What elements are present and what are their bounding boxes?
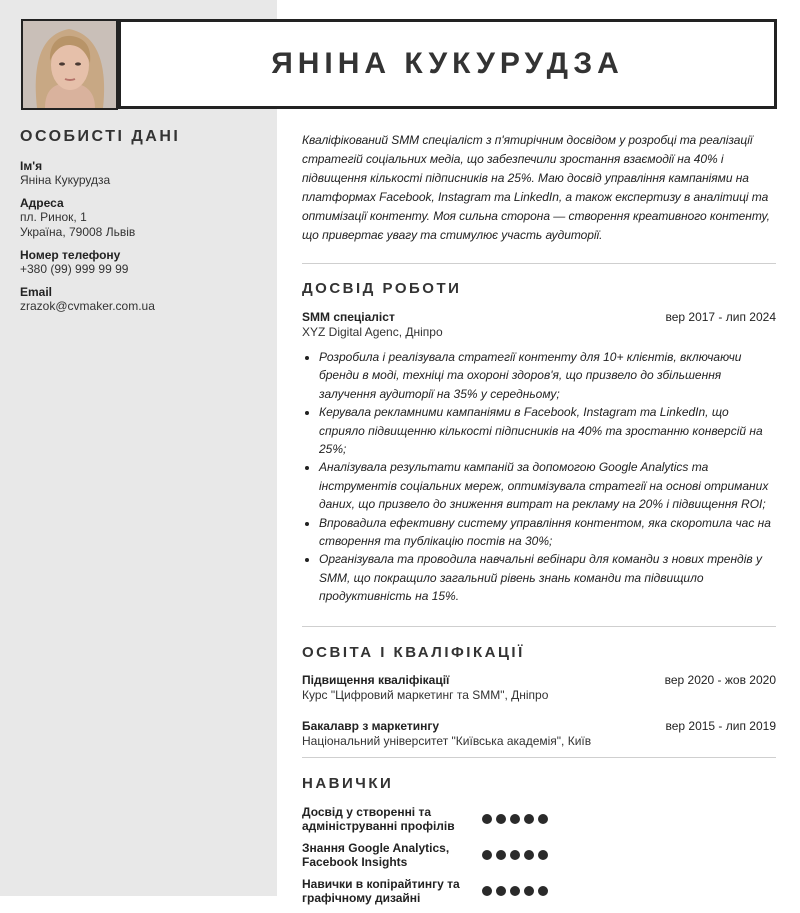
skill-name: Навички в копірайтингу та графічному дизайні [302,876,460,905]
rating-dot [524,814,534,824]
list-item: • Впровадила ефективну систему управління контентом, яка скоротила час на створення та публікацію постів на 30%; [319,514,776,551]
field-value: zrazok@cvmaker.com.ua [20,299,155,313]
field-phone [20,248,265,277]
rating-dot [538,886,548,896]
field-label: Адреса [20,196,64,210]
section-divider [302,263,776,264]
rating-dot [538,850,548,860]
experience-title: ДОСВІД РОБОТИ [302,280,462,297]
skills-title: НАВИЧКИ [302,774,394,792]
list-item: • Організувала та проводила навчальні вебінари для команди з нових трендів у SMM, що покращило загальний рівень знань команди та підвищило продуктивність на 15%. [319,550,776,605]
job-title: SMM спеціаліст [302,310,395,324]
main-content [302,131,776,913]
education-section [302,644,776,749]
rating-dot [510,886,520,896]
education-item-dates: вер 2015 - лип 2019 [665,718,776,733]
experience-section [302,280,776,606]
education-item-title: Бакалавр з маркетингу [302,718,440,733]
experience-header-row [302,310,776,324]
profile-summary: Кваліфікований SMM спеціаліст з п'ятирічним досвідом у розробці та реалізації стратегій соціальних медіа, що забезпечили зростання взаємодії на 40% і підвищення кількості підписників на 25%. Маю досвід управління кампаніями на платформах Facebook, Instagram та LinkedIn, а також експертизу в аналітиці та оптимізації контенту. Моя сильна сторона — створення креативного контенту, що привертає увагу та стимулює участь аудиторії. [302,133,770,242]
rating-dot [524,850,534,860]
rating-dot [496,886,506,896]
name-header [118,19,777,109]
field-email [20,285,265,314]
full-name: ЯНІНА КУКУРУДЗА [271,47,624,80]
personal-data-title: ОСОБИСТІ ДАНІ [20,128,181,145]
education-item-dates: вер 2020 - жов 2020 [664,672,776,687]
field-value: Україна, 79008 Львів [20,225,136,239]
rating-dot [482,886,492,896]
field-label: Номер телефону [20,248,121,262]
field-label: Ім'я [20,159,43,173]
skill-name: Знання Google Analytics, Facebook Insights [302,840,450,869]
education-item-sub: Курс "Цифровий маркетинг та SMM", Дніпро [302,687,549,702]
list-item: • Аналізувала результати кампаній за допомогою Google Analytics та інструментів соціальних мереж, оптимізувала стратегії на основі отриманих даних, що призвело до зниження витрат на рекламу на 20% і підвищення ROI; [319,458,776,513]
education-header-row [302,673,776,687]
profile-photo [21,19,118,110]
list-item: • Керувала рекламними кампаніями в Facebook, Instagram та LinkedIn, що сприяло підвищенню кількості підписників на 40% та зростанню конверсій на 25%; [319,403,776,458]
skill-rating [482,814,548,824]
job-company: XYZ Digital Agenc, Дніпро [302,325,443,339]
job-dates: вер 2017 - лип 2024 [665,310,776,324]
rating-dot [482,850,492,860]
field-value: Яніна Кукурудза [20,173,111,187]
rating-dot [482,814,492,824]
personal-data-section [20,128,265,322]
field-value: +380 (99) 999 99 99 [20,262,129,276]
rating-dot [496,814,506,824]
section-divider [302,757,776,758]
skill-rating [482,850,548,860]
section-divider [302,626,776,627]
field-label: Email [20,285,53,299]
skill-row [302,877,776,905]
skill-row [302,841,776,869]
education-item-sub: Національний університет "Київська академія", Київ [302,733,592,748]
education-header-row [302,719,776,733]
skill-row [302,805,776,833]
field-name [20,159,265,188]
rating-dot [510,850,520,860]
field-address [20,196,265,240]
rating-dot [496,850,506,860]
education-title: ОСВІТА І КВАЛІФІКАЦІЇ [302,643,525,661]
portrait-image [23,21,116,108]
rating-dot [538,814,548,824]
job-achievements [302,348,776,606]
rating-dot [524,886,534,896]
list-item: • Розробила і реалізувала стратегії контенту для 10+ клієнтів, включаючи бренди в моді, техніці та охороні здоров'я, що призвело до збільшення залучення аудиторії на 35% у середньому; [319,348,776,403]
skill-name: Досвід у створенні та адмініструванні профілів [302,804,455,833]
skills-list [302,805,776,905]
rating-dot [510,814,520,824]
field-value: пл. Ринок, 1 [20,210,87,224]
education-item-title: Підвищення кваліфікації [302,672,450,687]
skill-rating [482,886,548,896]
skills-section [302,775,776,905]
